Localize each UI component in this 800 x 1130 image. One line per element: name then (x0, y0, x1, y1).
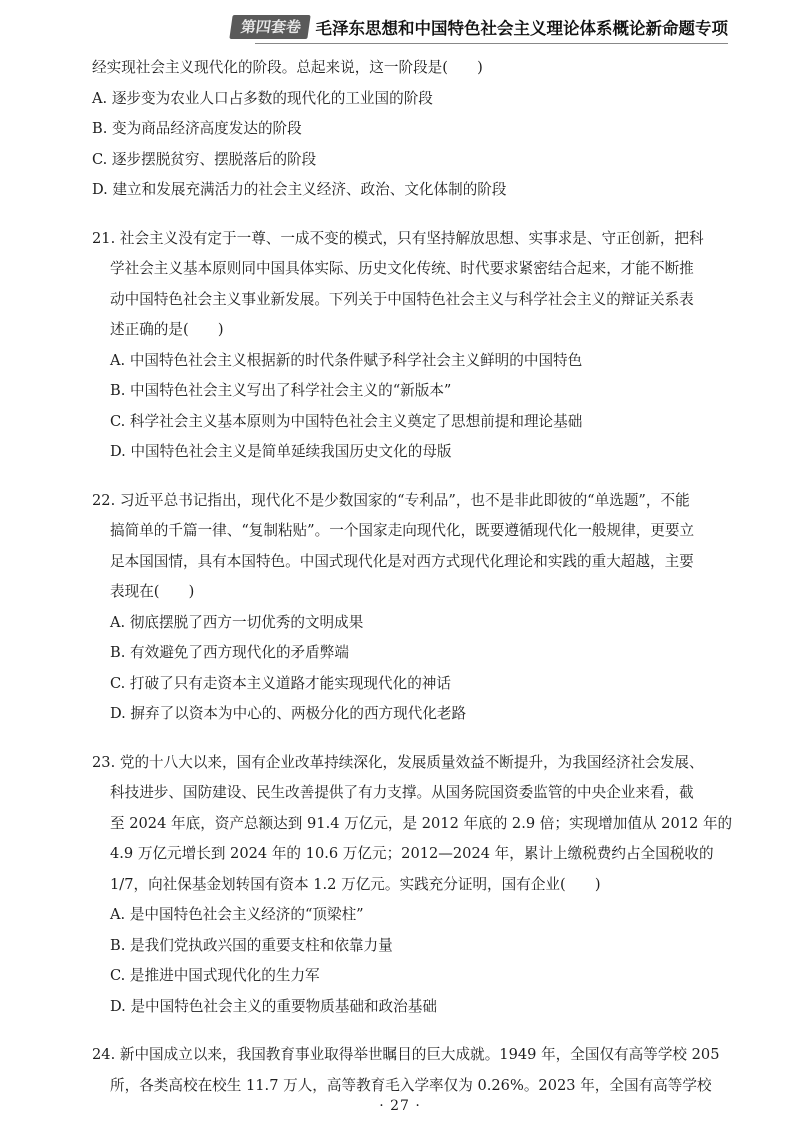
question-21 (92, 224, 722, 468)
question-stem-line: 科技进步、国防建设、民生改善提供了有力支撑。从国务院国资委监管的中央企业来看，截 (110, 784, 694, 801)
option-d: D. 摒弃了以资本为中心的、两极分化的西方现代化老路 (110, 705, 467, 722)
question-stem-line: 动中国特色社会主义事业新发展。下列关于中国特色社会主义与科学社会主义的辩证关系表 (110, 290, 694, 308)
option-c: C. 逐步摆脱贫穷、摆脱落后的阶段 (92, 150, 317, 168)
page-header (231, 12, 728, 42)
header-divider (255, 43, 728, 44)
question-stem-line: 23. 党的十八大以来，国有企业改革持续深化，发展质量效益不断提升，为我国经济社会发展、 (92, 753, 704, 771)
question-23 (92, 748, 733, 1023)
question-stem-line: 22. 习近平总书记指出，现代化不是少数国家的“专利品”，也不是非此即彼的“单选题”，不能 (92, 491, 690, 509)
option-a: A. 逐步变为农业人口占多数的现代化的工业国的阶段 (92, 89, 433, 107)
option-a: A. 中国特色社会主义根据新的时代条件赋予科学社会主义鲜明的中国特色 (110, 351, 583, 369)
option-d: D. 建立和发展充满活力的社会主义经济、政治、文化体制的阶段 (92, 181, 507, 198)
page-number: · 27 · (379, 1098, 421, 1114)
question-stem-line: 表现在( ) (110, 583, 195, 600)
question-20-continuation (92, 53, 722, 206)
question-stem-line: 述正确的是( ) (110, 321, 224, 338)
question-stem-line: 21. 社会主义没有定于一尊、一成不变的模式，只有坚持解放思想、实事求是、守正创新，把科 (92, 229, 704, 247)
question-stem-line: 24. 新中国成立以来，我国教育事业取得举世瞩目的巨大成就。1949 年，全国仅有高等学校 205 (92, 1046, 720, 1063)
option-b: B. 中国特色社会主义写出了科学社会主义的“新版本” (110, 382, 452, 399)
exam-content (92, 53, 733, 1101)
option-c: C. 科学社会主义基本原则为中国特色社会主义奠定了思想前提和理论基础 (110, 412, 583, 430)
option-c: C. 是推进中国式现代化的生力军 (110, 967, 320, 984)
option-c: C. 打破了只有走资本主义道路才能实现现代化的神话 (110, 674, 451, 692)
question-stem-line: 1/7，向社保基金划转国有资本 1.2 万亿元。实践充分证明，国有企业( ) (110, 875, 601, 893)
question-stem-line: 足本国国情，具有本国特色。中国式现代化是对西方式现代化理论和实践的重大超越，主要 (110, 552, 694, 570)
question-stem-line: 经实现社会主义现代化的阶段。总起来说，这一阶段是( ) (92, 59, 483, 76)
question-stem-line: 至 2024 年底，资产总额达到 91.4 万亿元，是 2012 年底的 2.9 倍；实现增加值从 2012 年的 (110, 814, 733, 832)
option-d: D. 中国特色社会主义是简单延续我国历史文化的母版 (110, 443, 452, 460)
option-b: B. 有效避免了西方现代化的矛盾弊端 (110, 644, 349, 661)
book-title: 毛泽东思想和中国特色社会主义理论体系概论新命题专项 (315, 19, 728, 38)
option-b: B. 是我们党执政兴国的重要支柱和依靠力量 (110, 936, 393, 954)
option-d: D. 是中国特色社会主义的重要物质基础和政治基础 (110, 997, 437, 1015)
question-stem-line: 学社会主义基本原则同中国具体实际、历史文化传统、时代要求紧密结合起来，才能不断推 (110, 260, 694, 277)
question-stem-line: 4.9 万亿元增长到 2024 年的 10.6 万亿元；2012—2024 年，累计上缴税费约占全国税收的 (110, 845, 714, 862)
option-a: A. 是中国特色社会主义经济的“顶梁柱” (110, 906, 364, 923)
question-stem-line: 搞简单的千篇一律、“复制粘贴”。一个国家走向现代化，既要遵循现代化一般规律，更要立 (110, 522, 695, 539)
set-badge: 第四套卷 (230, 15, 311, 39)
question-stem-line: 所，各类高校在校生 11.7 万人，高等教育毛入学率仅为 0.26%。2023 年，全国有高等学校 (110, 1076, 712, 1094)
question-24 (92, 1040, 722, 1101)
option-a: A. 彻底摆脱了西方一切优秀的文明成果 (110, 613, 364, 631)
option-b: B. 变为商品经济高度发达的阶段 (92, 120, 302, 137)
question-22 (92, 486, 722, 730)
